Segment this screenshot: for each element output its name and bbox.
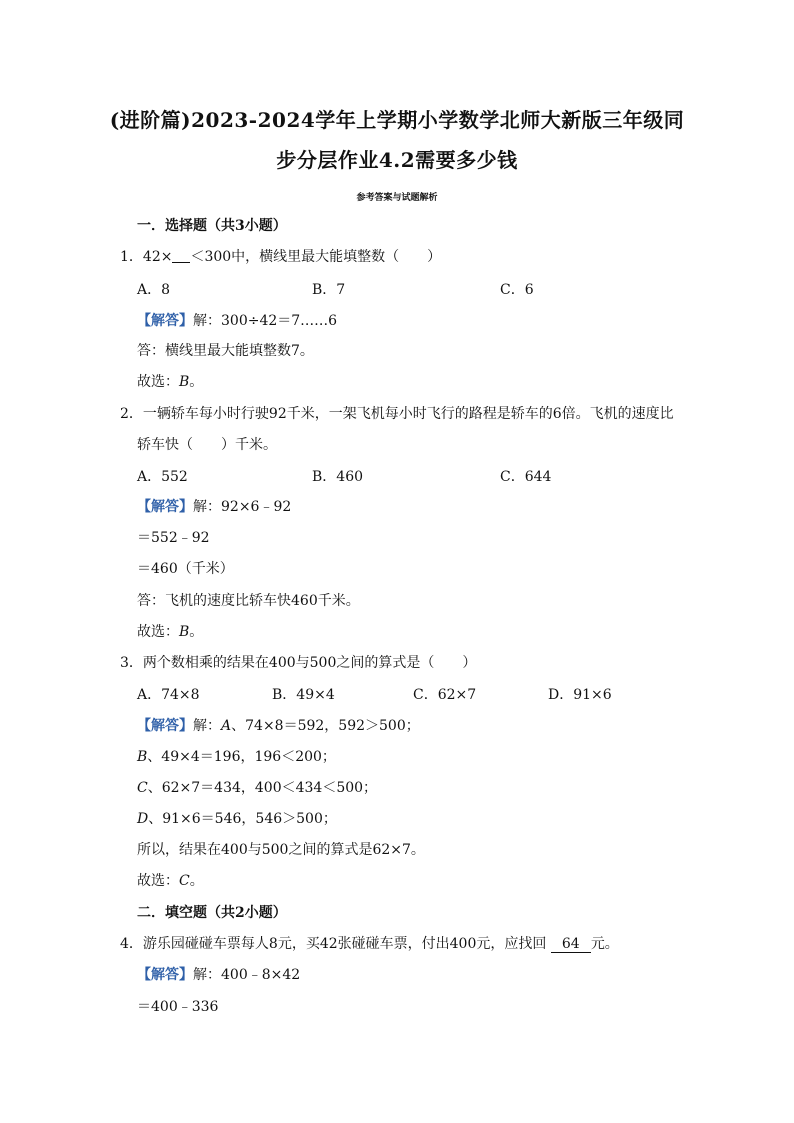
question-1-blank [172, 248, 190, 263]
question-2-option-c: C．644 [500, 469, 552, 485]
answer-key-subtitle: 参考答案与试题解析 [356, 193, 438, 203]
solution-tag: 【解答】 [137, 967, 193, 983]
question-3-conclusion: 所以，结果在400与500之间的算式是62×7。 [137, 842, 425, 858]
document-title-line-2: 步分层作业4.2需要多少钱 [276, 148, 518, 172]
question-4-stem-text: 4．游乐园碰碰车票每人8元，买42张碰碰车票，付出400元，应找回 [120, 936, 547, 952]
choice-prefix: 故选： [137, 873, 179, 889]
question-1-option-b: B．7 [312, 282, 346, 298]
section-heading-choice: 一．选择题（共3小题） [137, 218, 287, 234]
question-2-step-1: ＝552﹣92 [137, 530, 210, 546]
question-4-step-1: ＝400﹣336 [137, 999, 219, 1015]
question-3-solution-a [137, 717, 420, 735]
choice-letter: B [179, 374, 190, 390]
section-heading-fill: 二．填空题（共2小题） [137, 905, 287, 921]
question-3-solution-c [137, 779, 377, 797]
option-letter: C [137, 780, 148, 796]
choice-letter: C [179, 873, 190, 889]
question-1-choice [137, 373, 203, 391]
solution-tag: 【解答】 [137, 313, 193, 329]
question-2-answer: 答：飞机的速度比轿车快460千米。 [137, 593, 360, 609]
choice-suffix: 。 [189, 374, 204, 390]
choice-suffix: 。 [189, 624, 204, 640]
question-2-choice [137, 623, 203, 641]
solution-tag: 【解答】 [137, 499, 193, 515]
question-3-solution-b [137, 748, 336, 766]
question-3-option-a: A．74×8 [137, 687, 200, 703]
question-3-option-b: B．49×4 [272, 687, 335, 703]
question-3-option-d: D．91×6 [548, 687, 612, 703]
solution-c-text: 、62×7＝434，400＜434＜500； [147, 780, 378, 796]
question-3-choice [137, 872, 204, 890]
question-2-solution-text: 解：92×6﹣92 [193, 499, 292, 515]
choice-prefix: 故选： [137, 624, 179, 640]
question-1-option-c: C．6 [500, 282, 534, 298]
option-letter: D [137, 811, 149, 827]
question-1-stem [120, 248, 441, 266]
solution-a-text: 、74×8＝592，592＞500； [231, 718, 420, 734]
solution-d-text: 、91×6＝546，546＞500； [148, 811, 337, 827]
question-2-step-2: ＝460（千米） [137, 561, 234, 577]
solution-b-text: 、49×4＝196，196＜200； [147, 749, 336, 765]
question-2-stem-line-2: 轿车快（ ）千米。 [137, 437, 277, 453]
question-4-unit: 元。 [590, 936, 619, 952]
question-1-answer: 答：横线里最大能填整数7。 [137, 343, 314, 359]
question-2-option-a: A．552 [137, 469, 188, 485]
question-1-stem-start: 1．42× [120, 249, 173, 265]
choice-prefix: 故选： [137, 374, 179, 390]
option-letter: B [137, 749, 148, 765]
solution-prefix: 解： [193, 718, 221, 734]
choice-letter: B [179, 624, 190, 640]
question-3-stem: 3．两个数相乘的结果在400与500之间的算式是（ ） [120, 655, 477, 671]
question-2-option-b: B．460 [312, 469, 364, 485]
question-2-stem-line-1: 2．一辆轿车每小时行驶92千米，一架飞机每小时飞行的路程是轿车的6倍。飞机的速度比 [120, 406, 674, 422]
solution-tag: 【解答】 [137, 718, 193, 734]
question-3-solution-d [137, 810, 337, 828]
question-1-solution [137, 312, 337, 330]
question-2-solution [137, 498, 291, 516]
question-1-option-a: A．8 [137, 282, 171, 298]
question-4-solution-text: 解：400﹣8×42 [193, 967, 301, 983]
question-3-option-c: C．62×7 [413, 687, 477, 703]
choice-suffix: 。 [189, 873, 204, 889]
question-1-solution-text: 解：300÷42＝7……6 [193, 313, 338, 329]
question-4-solution [137, 966, 300, 984]
option-letter: A [221, 718, 232, 734]
document-title-line-1: (进阶篇)2023-2024学年上学期小学数学北师大新版三年级同 [109, 108, 685, 132]
question-4-answer-blank: 64 [551, 936, 591, 953]
question-4-stem [120, 935, 619, 953]
question-1-stem-end: ＜300中，横线里最大能填整数（ ） [190, 249, 442, 265]
